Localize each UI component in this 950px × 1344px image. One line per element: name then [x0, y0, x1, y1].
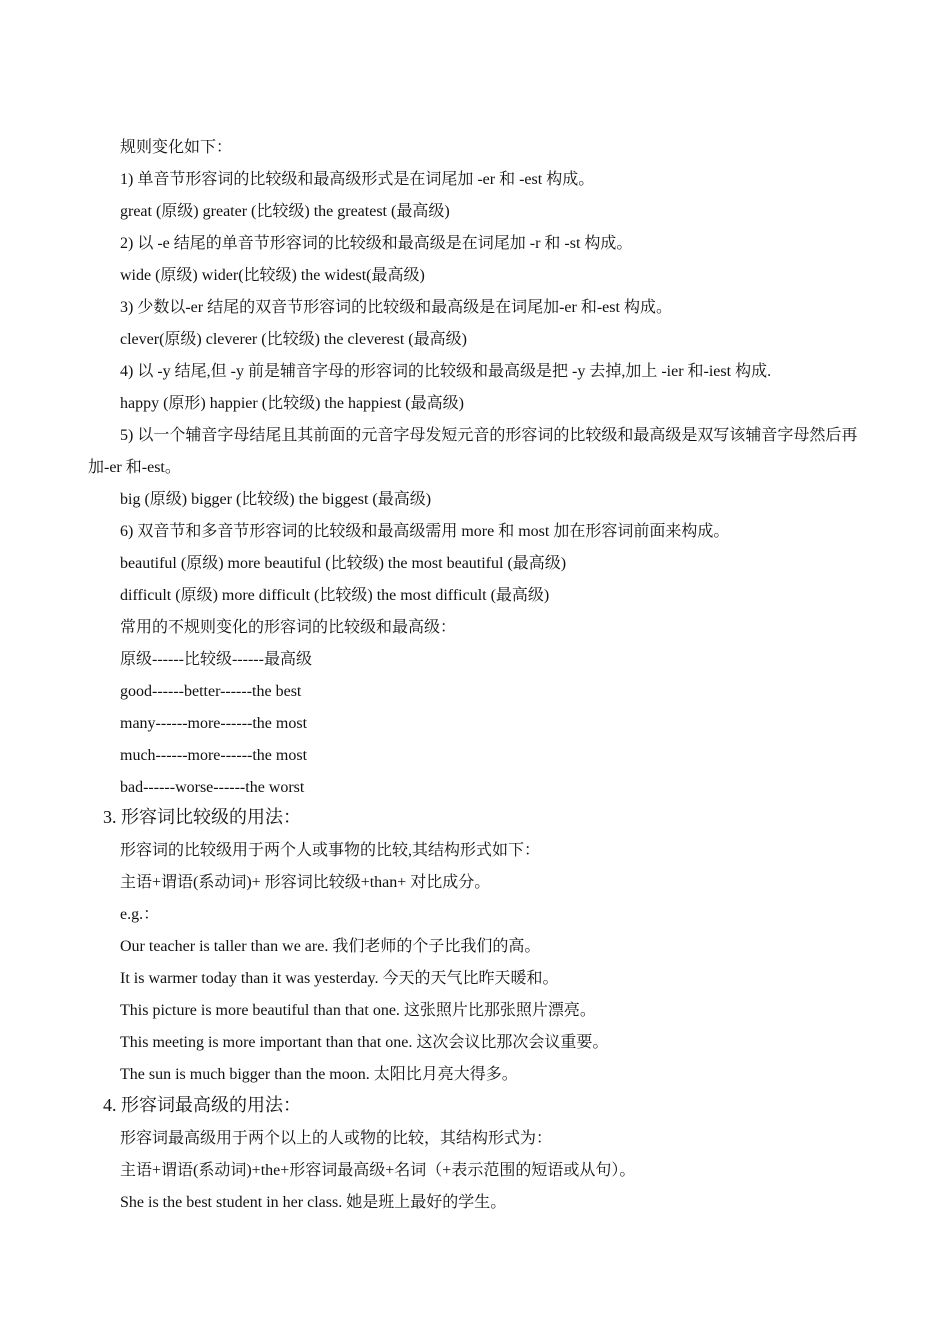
example-line: much------more------the most: [120, 747, 308, 764]
example-sentence: She is the best student in her class. 她是班上最好的学生。: [120, 1194, 507, 1211]
example-line: difficult (原级) more difficult (比较级) the most difficult (最高级): [120, 587, 550, 604]
rule-5: 5) 以一个辅音字母结尾且其前面的元音字母发短元音的形容词的比较级和最高级是双写该辅音字母然后再加-er 和-est。: [88, 427, 858, 476]
example-sentence: The sun is much bigger than the moon. 太阳比月亮大得多。: [120, 1066, 518, 1083]
example-sentence: It is warmer today than it was yesterday. 今天的天气比昨天暖和。: [120, 970, 559, 987]
example-line: wide (原级) wider(比较级) the widest(最高级): [120, 267, 425, 284]
section-heading-4: 4. 形容词最高级的用法：: [103, 1095, 301, 1115]
text-line: 常用的不规则变化的形容词的比较级和最高级：: [120, 619, 457, 636]
example-line: big (原级) bigger (比较级) the biggest (最高级): [120, 491, 432, 508]
example-line: clever(原级) cleverer (比较级) the cleverest (最高级): [120, 331, 467, 348]
text-line: 规则变化如下：: [120, 139, 233, 156]
example-line: many------more------the most: [120, 715, 308, 732]
text-line: 原级------比较级------最高级: [120, 651, 312, 668]
text-line: 主语+谓语(系动词)+the+形容词最高级+名词（+表示范围的短语或从句）。: [120, 1162, 636, 1179]
example-line: good------better------the best: [120, 683, 302, 700]
text-line: 形容词的比较级用于两个人或事物的比较,其结构形式如下：: [120, 842, 541, 859]
example-line: bad------worse------the worst: [120, 779, 305, 796]
rule-1: 1) 单音节形容词的比较级和最高级形式是在词尾加 -er 和 -est 构成。: [120, 171, 595, 188]
example-line: beautiful (原级) more beautiful (比较级) the most beautiful (最高级): [120, 555, 567, 572]
text-line: e.g.：: [120, 906, 160, 923]
rule-2: 2) 以 -e 结尾的单音节形容词的比较级和最高级是在词尾加 -r 和 -st 构成。: [120, 235, 633, 252]
example-line: happy (原形) happier (比较级) the happiest (最高级): [120, 395, 464, 412]
example-sentence: This meeting is more important than that one. 这次会议比那次会议重要。: [120, 1034, 609, 1051]
example-sentence: This picture is more beautiful than that one. 这张照片比那张照片漂亮。: [120, 1002, 596, 1019]
text-line: 形容词最高级用于两个以上的人或物的比较，其结构形式为：: [120, 1130, 553, 1147]
example-sentence: Our teacher is taller than we are. 我们老师的个子比我们的高。: [120, 938, 541, 955]
rule-6: 6) 双音节和多音节形容词的比较级和最高级需用 more 和 most 加在形容词前面来构成。: [120, 523, 730, 540]
section-heading-3: 3. 形容词比较级的用法：: [103, 807, 301, 827]
rule-3: 3) 少数以-er 结尾的双音节形容词的比较级和最高级是在词尾加-er 和-est 构成。: [120, 299, 672, 316]
text-line: 主语+谓语(系动词)+ 形容词比较级+than+ 对比成分。: [120, 874, 491, 891]
rule-4: 4) 以 -y 结尾,但 -y 前是辅音字母的形容词的比较级和最高级是把 -y 去掉,加上 -ier 和-iest 构成.: [120, 363, 772, 380]
example-line: great (原级) greater (比较级) the greatest (最高级): [120, 203, 450, 220]
